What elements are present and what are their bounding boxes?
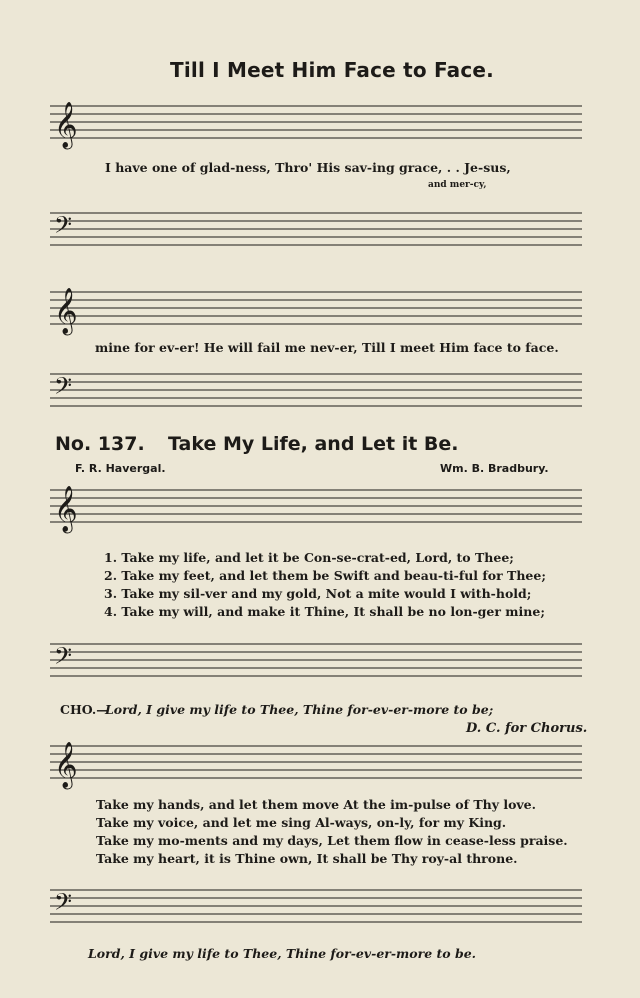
hymn2-composer: Wm. B. Bradbury. bbox=[440, 462, 549, 475]
hymn2-verse-2b: Take my voice, and let me sing Al-ways, on-ly, for my King. bbox=[96, 815, 507, 830]
chorus-line-final: Lord, I give my life to Thee, Thine for-ev-er-more to be. bbox=[88, 946, 477, 961]
svg-text:𝄞: 𝄞 bbox=[54, 288, 78, 334]
chorus-label: CHO.— bbox=[60, 702, 109, 717]
chorus-line: Lord, I give my life to Thee, Thine for-ev-er-more to be; bbox=[105, 702, 494, 717]
hymn2-verse-2a: 2. Take my feet, and let them be Swift and beau-ti-ful for Thee; bbox=[104, 568, 546, 583]
dc-for-chorus: D. C. for Chorus. bbox=[466, 721, 588, 736]
staff-system-3-treble bbox=[50, 484, 585, 534]
staff-system-3-bass bbox=[50, 638, 585, 688]
svg-text:𝄞: 𝄞 bbox=[54, 486, 78, 532]
hymn1-lyrics-line2: mine for ev-er! He will fail me nev-er, Till I meet Him face to face. bbox=[95, 340, 559, 355]
hymn1-lyrics-line1-alt: and mer-cy, bbox=[428, 180, 487, 190]
hymn1-lyrics-line1: I have one of glad-ness, Thro' His sav-ing grace, . . Je-sus, bbox=[105, 160, 511, 175]
staff-system-1-treble bbox=[50, 100, 585, 150]
hymn1-title: Till I Meet Him Face to Face. bbox=[170, 58, 494, 82]
hymn2-verse-3a: 3. Take my sil-ver and my gold, Not a mite would I with-hold; bbox=[104, 586, 532, 601]
hymn2-number: No. 137. bbox=[55, 433, 145, 455]
hymn2-author: F. R. Havergal. bbox=[75, 462, 166, 475]
staff-system-1-bass bbox=[50, 207, 585, 257]
hymn2-verse-4b: Take my heart, it is Thine own, It shall be Thy roy-al throne. bbox=[96, 851, 518, 866]
staff-system-4-treble bbox=[50, 740, 585, 790]
hymn2-verse-1b: Take my hands, and let them move At the im-pulse of Thy love. bbox=[96, 797, 536, 812]
svg-text:𝄞: 𝄞 bbox=[54, 102, 78, 148]
hymn2-verse-4a: 4. Take my will, and make it Thine, It shall be no lon-ger mine; bbox=[104, 604, 545, 619]
svg-text:𝄢: 𝄢 bbox=[54, 642, 73, 675]
staff-system-4-bass bbox=[50, 884, 585, 934]
hymn2-verse-1a: 1. Take my life, and let it be Con-se-crat-ed, Lord, to Thee; bbox=[104, 550, 514, 565]
svg-text:𝄞: 𝄞 bbox=[54, 742, 78, 788]
staff-system-2-treble bbox=[50, 286, 585, 336]
staff-system-2-bass bbox=[50, 368, 585, 418]
hymn2-verse-3b: Take my mo-ments and my days, Let them flow in cease-less praise. bbox=[96, 833, 568, 848]
svg-text:𝄢: 𝄢 bbox=[54, 372, 73, 405]
hymn2-title: Take My Life, and Let it Be. bbox=[168, 433, 459, 455]
svg-text:𝄢: 𝄢 bbox=[54, 888, 73, 921]
svg-text:𝄢: 𝄢 bbox=[54, 211, 73, 244]
